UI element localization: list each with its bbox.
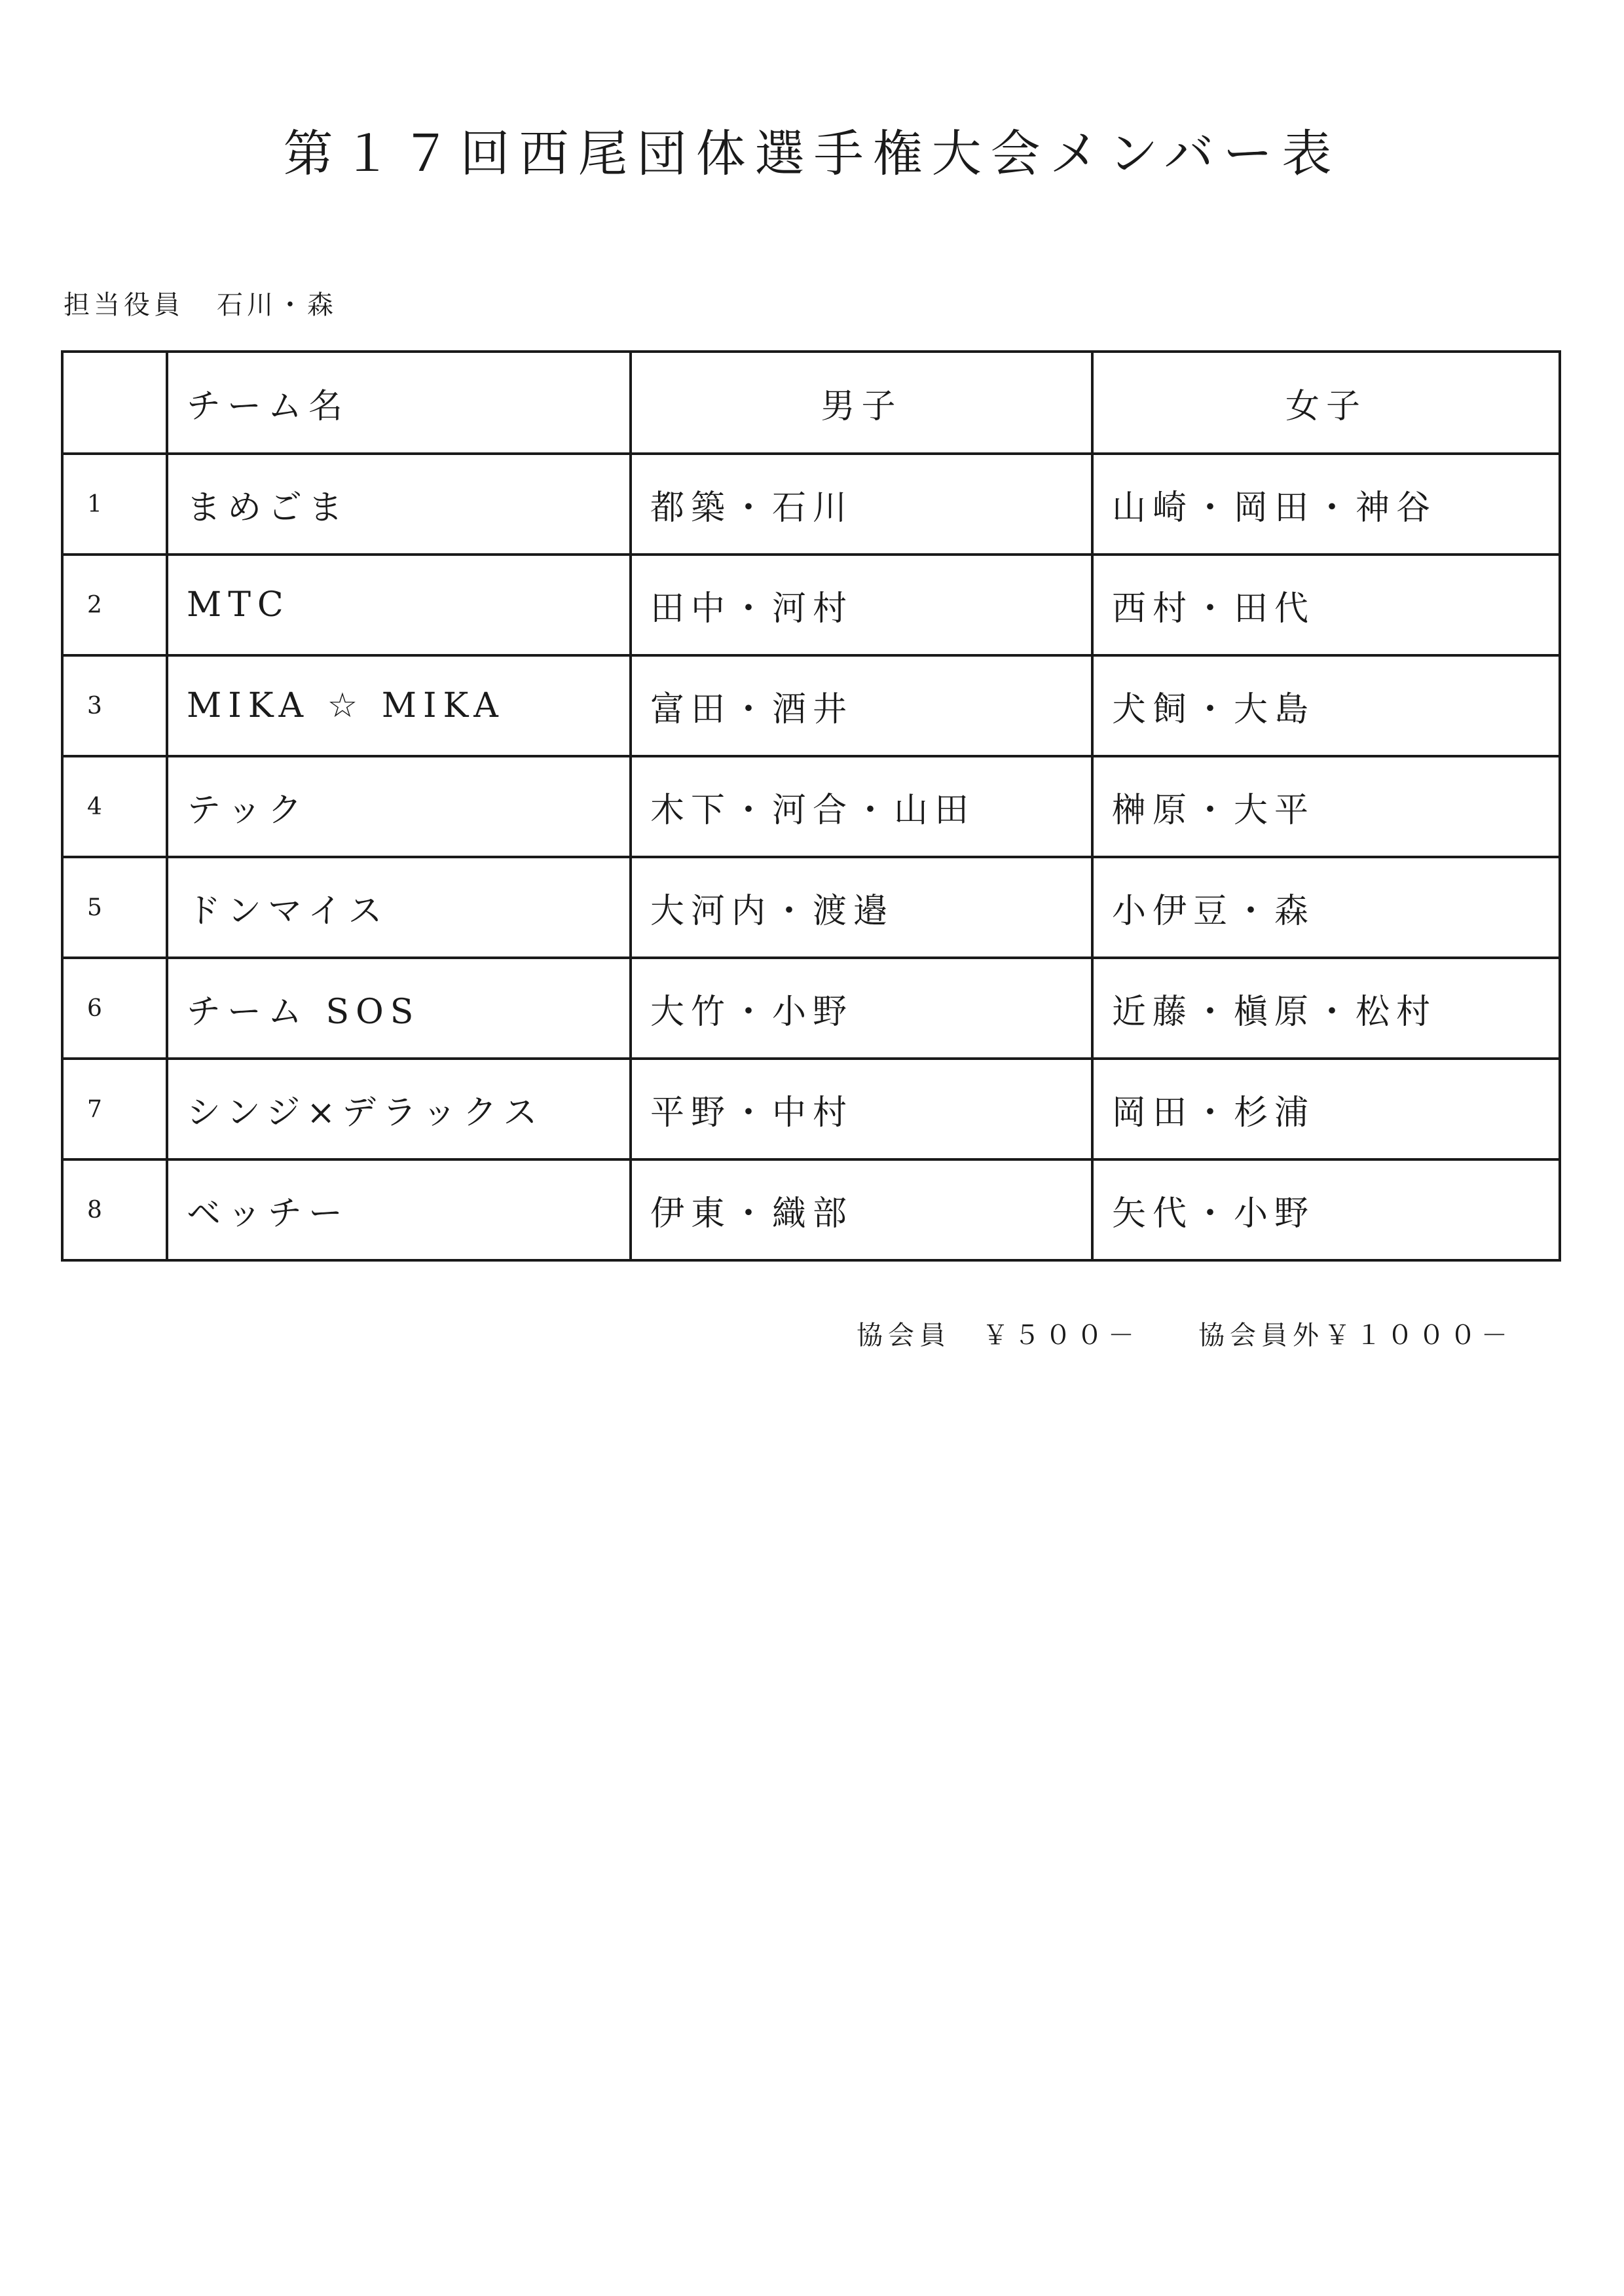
team-name: MIKA ☆ MIKA <box>167 655 631 756</box>
men-members: 木下・河合・山田 <box>631 756 1092 857</box>
table-row <box>62 454 1560 555</box>
row-number: 7 <box>62 1059 167 1159</box>
men-members: 富田・酒井 <box>631 655 1092 756</box>
women-members: 矢代・小野 <box>1092 1159 1560 1260</box>
officers-label: 担当役員 <box>64 290 184 320</box>
table-header-row <box>62 352 1560 454</box>
team-name: テック <box>167 756 631 857</box>
women-members: 榊原・大平 <box>1092 756 1560 857</box>
row-number: 2 <box>62 555 167 655</box>
table-row <box>62 1159 1560 1260</box>
header-women: 女子 <box>1092 352 1560 454</box>
men-members: 大河内・渡邉 <box>631 857 1092 958</box>
women-members: 近藤・槇原・松村 <box>1092 958 1560 1059</box>
officers-names: 石川・森 <box>217 290 337 320</box>
header-number <box>62 352 167 454</box>
row-number: 6 <box>62 958 167 1059</box>
table-row <box>62 857 1560 958</box>
table-row <box>62 555 1560 655</box>
team-name: ドンマイス <box>167 857 631 958</box>
team-name: まめごま <box>167 454 631 555</box>
men-members: 平野・中村 <box>631 1059 1092 1159</box>
team-name: ベッチー <box>167 1159 631 1260</box>
men-members: 田中・河村 <box>631 555 1092 655</box>
officers-line <box>64 287 337 323</box>
women-members: 岡田・杉浦 <box>1092 1059 1560 1159</box>
men-members: 都築・石川 <box>631 454 1092 555</box>
men-members: 大竹・小野 <box>631 958 1092 1059</box>
women-members: 小伊豆・森 <box>1092 857 1560 958</box>
row-number: 5 <box>62 857 167 958</box>
team-name: チーム SOS <box>167 958 631 1059</box>
table-row <box>62 655 1560 756</box>
page-title: 第１７回西尾団体選手権大会メンバー表 <box>283 124 1341 183</box>
header-men: 男子 <box>631 352 1092 454</box>
row-number: 1 <box>62 454 167 555</box>
member-table <box>61 350 1561 1262</box>
table-row <box>62 1059 1560 1159</box>
team-name: シンジ×デラックス <box>167 1059 631 1159</box>
row-number: 8 <box>62 1159 167 1260</box>
men-members: 伊東・織部 <box>631 1159 1092 1260</box>
women-members: 犬飼・大島 <box>1092 655 1560 756</box>
member-fee: 協会員 ￥５００－ <box>857 1321 1139 1351</box>
header-team: チーム名 <box>167 352 631 454</box>
fees-line <box>857 1316 1513 1355</box>
row-number: 3 <box>62 655 167 756</box>
women-members: 西村・田代 <box>1092 555 1560 655</box>
table-row <box>62 958 1560 1059</box>
row-number: 4 <box>62 756 167 857</box>
women-members: 山崎・岡田・神谷 <box>1092 454 1560 555</box>
non-member-fee: 協会員外￥１０００－ <box>1198 1321 1513 1351</box>
team-name: MTC <box>167 555 631 655</box>
table-row <box>62 756 1560 857</box>
